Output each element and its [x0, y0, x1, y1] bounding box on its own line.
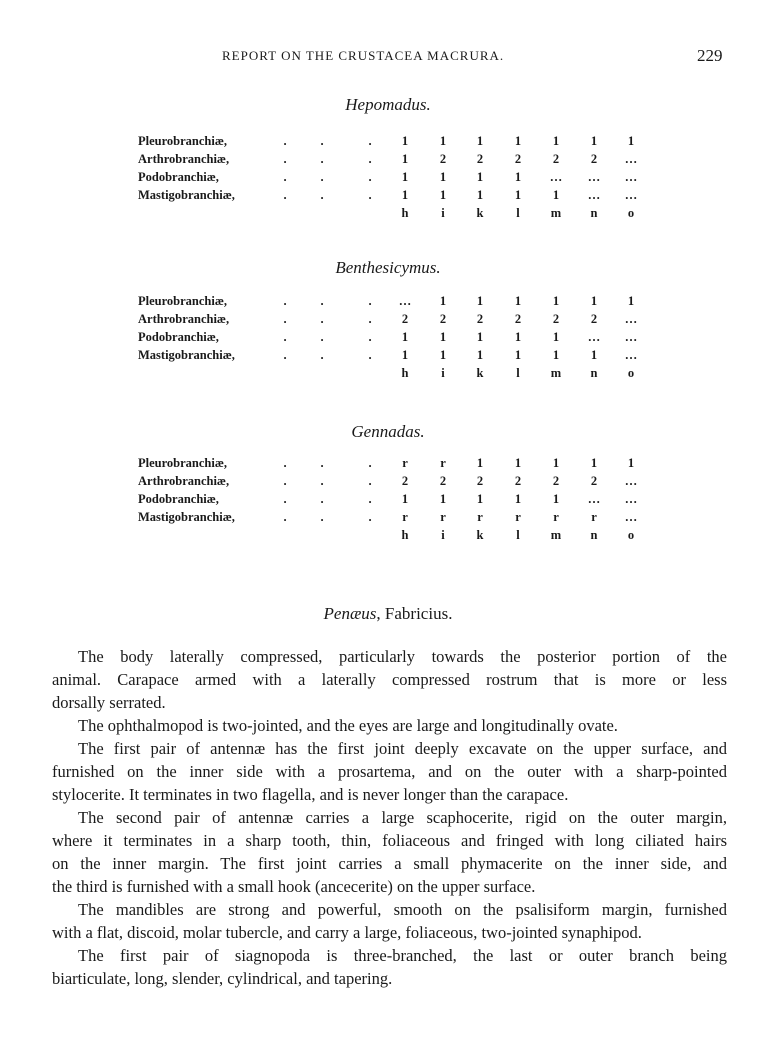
- column-label: i: [441, 528, 445, 542]
- table-cell: 1: [590, 134, 598, 148]
- column-label: i: [441, 366, 445, 380]
- leader-dot: .: [368, 294, 372, 308]
- table-row: [0, 134, 776, 152]
- leader-dot: .: [368, 188, 372, 202]
- table-cell: 1: [514, 170, 522, 184]
- leader-dot: .: [320, 134, 324, 148]
- column-label: l: [516, 366, 520, 380]
- table-cell: 1: [552, 456, 560, 470]
- column-label: n: [590, 528, 598, 542]
- table-cell: 1: [476, 170, 484, 184]
- table-cell: 2: [552, 474, 560, 488]
- leader-dot: .: [283, 474, 287, 488]
- text-line: dorsally serrated.: [52, 693, 166, 712]
- table-cell: 1: [476, 330, 484, 344]
- table-cell: …: [624, 152, 638, 166]
- table-cell: 1: [401, 492, 409, 506]
- column-label: o: [627, 528, 635, 542]
- table-cell: 1: [514, 492, 522, 506]
- table-cell: 1: [552, 492, 560, 506]
- genus-title: Gennadas.: [351, 422, 425, 441]
- column-label: l: [516, 206, 520, 220]
- table-row: [0, 510, 776, 528]
- table-cell: r: [591, 510, 597, 524]
- leader-dot: .: [320, 170, 324, 184]
- table-cell: 2: [401, 474, 409, 488]
- table-cell: 1: [439, 134, 447, 148]
- table-row: [0, 348, 776, 366]
- table-cell: 1: [514, 330, 522, 344]
- leader-dot: .: [283, 492, 287, 506]
- table-row: [0, 170, 776, 188]
- table-cell: 1: [514, 188, 522, 202]
- leader-dot: .: [368, 510, 372, 524]
- column-labels: [0, 366, 776, 384]
- table-row: [0, 456, 776, 474]
- table-cell: 2: [476, 312, 484, 326]
- table-cell: 1: [590, 348, 598, 362]
- column-label: k: [476, 366, 484, 380]
- table-cell: …: [624, 492, 638, 506]
- table-cell: 1: [476, 134, 484, 148]
- table-cell: 1: [401, 152, 409, 166]
- table-row: [0, 294, 776, 312]
- leader-dot: .: [368, 330, 372, 344]
- table-cell: 1: [627, 456, 635, 470]
- row-label: Mastigobranchiæ,: [138, 188, 235, 202]
- column-label: n: [590, 366, 598, 380]
- leader-dot: .: [283, 312, 287, 326]
- leader-dot: .: [283, 348, 287, 362]
- table-cell: 1: [401, 170, 409, 184]
- table-cell: …: [624, 312, 638, 326]
- table-cell: r: [553, 510, 559, 524]
- leader-dot: .: [320, 330, 324, 344]
- row-label: Podobranchiæ,: [138, 492, 219, 506]
- body-text: [52, 645, 727, 990]
- leader-dot: .: [320, 492, 324, 506]
- table-row: [0, 188, 776, 206]
- leader-dot: .: [368, 152, 372, 166]
- paragraph: [52, 806, 727, 898]
- table-cell: …: [587, 188, 601, 202]
- table-cell: 2: [590, 312, 598, 326]
- table-cell: …: [624, 348, 638, 362]
- table-cell: 1: [514, 456, 522, 470]
- table-cell: 1: [552, 348, 560, 362]
- table-cell: 1: [401, 188, 409, 202]
- column-label: n: [590, 206, 598, 220]
- column-label: o: [627, 206, 635, 220]
- table-cell: 1: [514, 294, 522, 308]
- column-labels: [0, 528, 776, 546]
- leader-dot: .: [320, 456, 324, 470]
- table-row: [0, 312, 776, 330]
- table-cell: …: [624, 188, 638, 202]
- leader-dot: .: [320, 188, 324, 202]
- text-line: with a flat, discoid, molar tubercle, and carry a large, foliaceous, two-jointed synaphipod.: [52, 923, 642, 942]
- table-cell: 1: [401, 134, 409, 148]
- table-cell: 1: [590, 294, 598, 308]
- table-cell: 1: [439, 294, 447, 308]
- table-cell: 2: [552, 152, 560, 166]
- paragraph: [52, 737, 727, 806]
- row-label: Arthrobranchiæ,: [138, 152, 230, 166]
- row-label: Arthrobranchiæ,: [138, 312, 230, 326]
- table-cell: 2: [439, 474, 447, 488]
- table-cell: 2: [439, 152, 447, 166]
- table-cell: 1: [439, 170, 447, 184]
- column-label: h: [401, 206, 409, 220]
- leader-dot: .: [283, 152, 287, 166]
- text-line: the third is furnished with a small hook (ancecerite) on the upper surface.: [52, 877, 536, 896]
- leader-dot: .: [368, 134, 372, 148]
- leader-dot: .: [283, 510, 287, 524]
- table-cell: 2: [514, 312, 522, 326]
- column-label: k: [476, 206, 484, 220]
- table-cell: …: [624, 510, 638, 524]
- leader-dot: .: [320, 152, 324, 166]
- section-heading: [0, 604, 776, 624]
- table-cell: 2: [552, 312, 560, 326]
- table-cell: r: [402, 456, 408, 470]
- table-cell: …: [587, 330, 601, 344]
- text-line: The first pair of antennæ has the first joint deeply excavate on the upper surface, and: [78, 739, 727, 758]
- row-label: Podobranchiæ,: [138, 330, 219, 344]
- leader-dot: .: [320, 510, 324, 524]
- leader-dot: .: [320, 474, 324, 488]
- column-label: m: [550, 528, 562, 542]
- text-line: biarticulate, long, slender, cylindrical, and tapering.: [52, 969, 393, 988]
- column-label: h: [401, 528, 409, 542]
- table-cell: 1: [401, 330, 409, 344]
- leader-dot: .: [283, 170, 287, 184]
- column-labels: [0, 206, 776, 224]
- table-cell: …: [624, 474, 638, 488]
- table-cell: 1: [476, 294, 484, 308]
- table-cell: r: [402, 510, 408, 524]
- table-cell: …: [624, 330, 638, 344]
- row-label: Podobranchiæ,: [138, 170, 219, 184]
- table-cell: r: [477, 510, 483, 524]
- paragraph: [52, 645, 727, 714]
- text-line: on the inner margin. The first joint carries a small phymacerite on the inner side, and: [52, 854, 727, 873]
- table-row: [0, 152, 776, 170]
- table-cell: …: [624, 170, 638, 184]
- table-row: [0, 492, 776, 510]
- genus-author: , Fabricius.: [376, 604, 453, 623]
- text-line: where it terminates in a sharp tooth, thin, foliaceous and fringed with long ciliated hairs: [52, 831, 727, 850]
- text-line: stylocerite. It terminates in two flagella, and is never longer than the carapace.: [52, 785, 569, 804]
- text-line: furnished on the inner side with a prosartema, and on the outer with a sharp-pointed: [52, 762, 727, 781]
- table-cell: …: [398, 294, 412, 308]
- table-cell: r: [515, 510, 521, 524]
- row-label: Arthrobranchiæ,: [138, 474, 230, 488]
- table-cell: 1: [476, 188, 484, 202]
- table-cell: r: [440, 510, 446, 524]
- table-cell: …: [587, 170, 601, 184]
- table-cell: 1: [476, 492, 484, 506]
- table-cell: 2: [514, 474, 522, 488]
- row-label: Pleurobranchiæ,: [138, 134, 228, 148]
- column-label: o: [627, 366, 635, 380]
- genus-title: Benthesicymus.: [335, 258, 441, 277]
- table-cell: 2: [590, 474, 598, 488]
- leader-dot: .: [283, 456, 287, 470]
- column-label: l: [516, 528, 520, 542]
- leader-dot: .: [320, 348, 324, 362]
- genus-title: Hepomadus.: [345, 95, 431, 114]
- leader-dot: .: [368, 312, 372, 326]
- leader-dot: .: [368, 456, 372, 470]
- leader-dot: .: [320, 294, 324, 308]
- row-label: Mastigobranchiæ,: [138, 510, 235, 524]
- table-cell: 1: [552, 330, 560, 344]
- text-line: The first pair of siagnopoda is three-branched, the last or outer branch being: [78, 946, 727, 965]
- table-cell: 2: [590, 152, 598, 166]
- leader-dot: .: [283, 330, 287, 344]
- table-cell: 1: [476, 456, 484, 470]
- table-cell: 1: [514, 348, 522, 362]
- table-cell: 1: [627, 134, 635, 148]
- table-cell: 1: [627, 294, 635, 308]
- text-line: The mandibles are strong and powerful, smooth on the psalisiform margin, furnished: [78, 900, 727, 919]
- column-label: m: [550, 366, 562, 380]
- column-label: m: [550, 206, 562, 220]
- table-cell: r: [440, 456, 446, 470]
- text-line: The ophthalmopod is two-jointed, and the eyes are large and longitudinally ovate.: [78, 716, 618, 735]
- paragraph: [52, 898, 727, 944]
- table-cell: 1: [552, 134, 560, 148]
- leader-dot: .: [283, 134, 287, 148]
- row-label: Pleurobranchiæ,: [138, 456, 228, 470]
- page-number: 229: [697, 46, 723, 65]
- leader-dot: .: [283, 294, 287, 308]
- leader-dot: .: [320, 312, 324, 326]
- table-row: [0, 330, 776, 348]
- row-label: Mastigobranchiæ,: [138, 348, 235, 362]
- table-cell: 2: [401, 312, 409, 326]
- leader-dot: .: [368, 348, 372, 362]
- text-line: The second pair of antennæ carries a large scaphocerite, rigid on the outer margin,: [78, 808, 727, 827]
- column-label: i: [441, 206, 445, 220]
- text-line: animal. Carapace armed with a laterally compressed rostrum that is more or less: [52, 670, 727, 689]
- table-cell: 1: [552, 188, 560, 202]
- leader-dot: .: [368, 492, 372, 506]
- table-cell: 1: [401, 348, 409, 362]
- column-label: h: [401, 366, 409, 380]
- table-cell: 2: [476, 152, 484, 166]
- table-cell: 1: [590, 456, 598, 470]
- table-cell: 1: [439, 348, 447, 362]
- table-cell: …: [549, 170, 563, 184]
- leader-dot: .: [368, 170, 372, 184]
- row-label: Pleurobranchiæ,: [138, 294, 228, 308]
- leader-dot: .: [283, 188, 287, 202]
- table-cell: 1: [439, 330, 447, 344]
- paragraph: [52, 944, 727, 990]
- table-cell: 2: [514, 152, 522, 166]
- running-title: REPORT ON THE CRUSTACEA MACRURA.: [222, 48, 505, 63]
- table-cell: 1: [552, 294, 560, 308]
- table-cell: 1: [439, 188, 447, 202]
- table-cell: 2: [439, 312, 447, 326]
- table-cell: 1: [476, 348, 484, 362]
- table-cell: 1: [514, 134, 522, 148]
- leader-dot: .: [368, 474, 372, 488]
- column-label: k: [476, 528, 484, 542]
- table-row: [0, 474, 776, 492]
- genus-name: Penæus: [323, 604, 377, 623]
- table-cell: 1: [439, 492, 447, 506]
- text-line: The body laterally compressed, particularly towards the posterior portion of the: [78, 647, 727, 666]
- table-cell: 2: [476, 474, 484, 488]
- table-cell: …: [587, 492, 601, 506]
- paragraph: [52, 714, 727, 737]
